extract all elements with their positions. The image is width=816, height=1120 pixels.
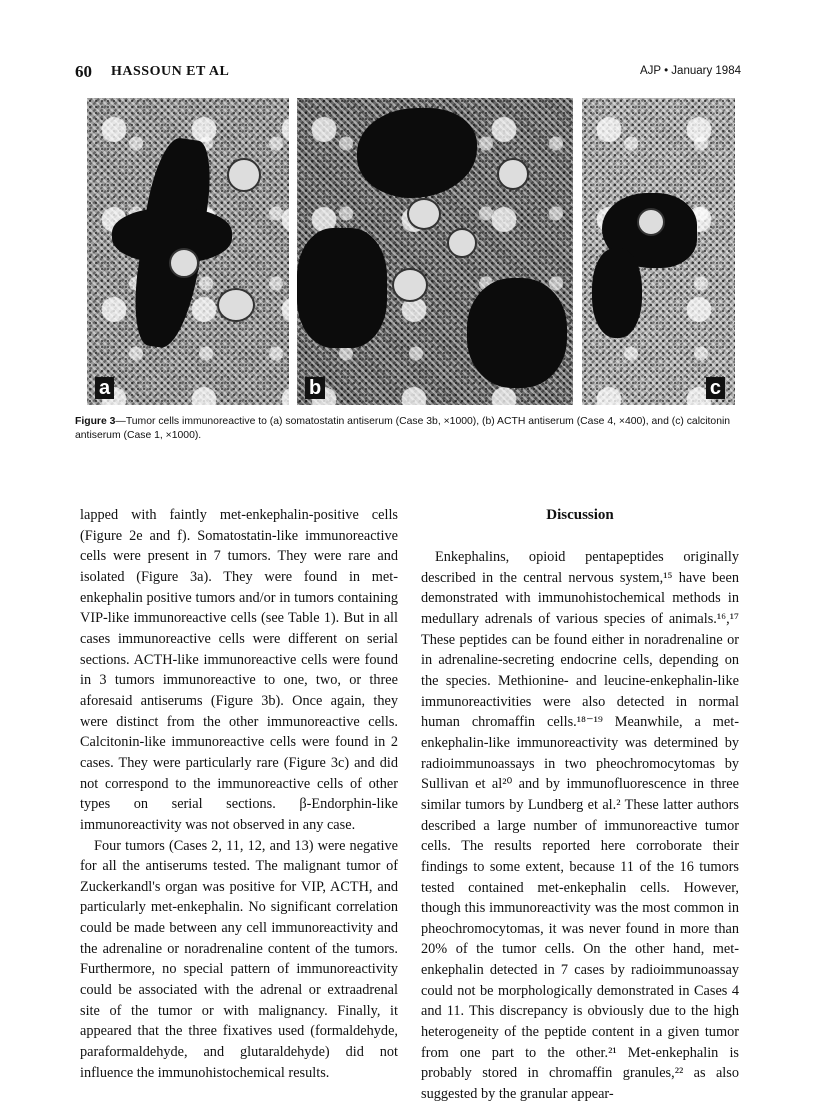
page-number: 60 bbox=[75, 62, 92, 81]
left-column bbox=[80, 505, 398, 1083]
caption-label: Figure 3 bbox=[75, 416, 116, 427]
journal-info: AJP • January 1984 bbox=[640, 65, 741, 77]
body-paragraph: Four tumors (Cases 2, 11, 12, and 13) were negative for all the antiserums tested. The malignant tumor of Zuckerkandl's organ was positive for VIP, ACTH, and particularly met-enkephalin. No significant correlation could be made between any cell immunoreactivity and the adrenaline or noradrenaline content of the tumors. Furthermore, no special pattern of immunoreactivity could be associated with the adrenal or extraadrenal site of the tumor or with malignancy. Finally, it appeared that the three fixatives used (formaldehyde, paraformaldehyde, and glutaraldehyde) did not influence the immunohistochemical results. bbox=[80, 837, 398, 1081]
figure-caption bbox=[75, 415, 743, 442]
panel-label-a: a bbox=[95, 377, 114, 399]
section-heading: Discussion bbox=[546, 507, 614, 523]
figure-panel-c bbox=[582, 98, 735, 405]
body-paragraph: Enkephalins, opioid pentapeptides originally described in the central nervous system,¹⁵ have been demonstrated with immunohistochemical methods in medullary adrenals of various species of animals.¹⁶,¹⁷ These peptides can be found either in noradrenaline or in adrenaline-secreting endocrine cells, depending on the species. Methionine- and leucine-enkephalin-like immunoreactivities were also detected in normal human chromaffin cells.¹⁸⁻¹⁹ Meanwhile, a met-enkephalin-like immunoreactivity was determined by radioimmunoassays in two pheochromocytomas by Sullivan et al²⁰ and by immunofluorescence in three similar tumors by Lundberg et al.² These latter authors described a large number of immunoreactive tumor cells. The results reported here corroborate their findings to some extent, because 11 of the 16 tumors tested contained met-enkephalin cells. However, though this immunoreactivity was the most common in pheochromocytomas, it was never found in more than 20% of the tumor cells. On the other hand, met-enkephalin detected in 7 cases by radioimmunoassay could not be morphologically demonstrated in Cases 4 and 11. This discrepancy is obviously due to the high heterogeneity of the peptide content in a given tumor from one part to the other.²¹ Met-enkephalin is probably stored in chromaffin granules,²² as also suggested by the granular appear- bbox=[421, 549, 739, 1103]
running-authors: HASSOUN ET AL bbox=[111, 64, 230, 79]
caption-text: —Tumor cells immunoreactive to (a) somatostatin antiserum (Case 3b, ×1000), (b) ACTH antiserum (Case 4, ×400), and (c) calcitonin antiserum (Case 1, ×1000). bbox=[75, 416, 731, 441]
panel-label-b: b bbox=[305, 377, 325, 399]
panel-label-c: c bbox=[706, 377, 725, 399]
figure-panel-b bbox=[297, 98, 573, 405]
body-paragraph: lapped with faintly met-enkephalin-positive cells (Figure 2e and f). Somatostatin-like immunoreactive cells were present in 7 tumors. They were rare and isolated (Figure 3a). They were found in met-enkephalin positive tumors and/or in tumors containing VIP-like immunoreactive cells (see Table 1). But in all cases immunoreactive cells were different on serial sections. ACTH-like immunoreactive cells were found in 3 tumors immunoreactive to one, two, or three aforesaid antiserums (Figure 3b). Once again, they were distinct from the other immunoreactive cells. Calcitonin-like immunoreactive cells were found in 2 cases. They were particularly rare (Figure 3c) and did not correspond to the immunoreactive cells of other types on serial sections. β-Endorphin-like immunoreactivity was not observed in any case. bbox=[80, 507, 398, 833]
right-column bbox=[421, 505, 739, 1105]
running-header bbox=[75, 62, 741, 82]
figure-panel-a bbox=[87, 98, 289, 405]
